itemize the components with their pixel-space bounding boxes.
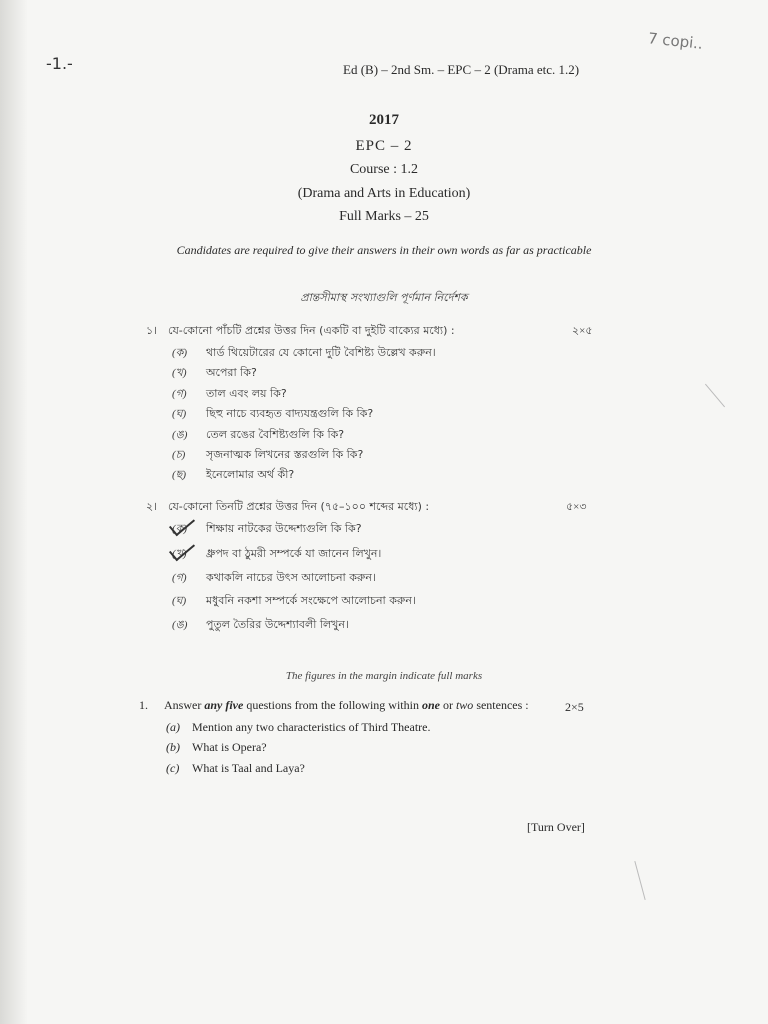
- turn-over-label: [Turn Over]: [527, 820, 585, 834]
- english-q1-marks: 2×5: [565, 700, 584, 714]
- handwritten-corner-note: 7 copi..: [647, 29, 704, 53]
- english-q1-sub: (a) Mention any two characteristics of Third Theatre.: [166, 720, 431, 734]
- exam-year: 2017: [369, 112, 399, 128]
- margin-note: The figures in the margin indicate full marks: [285, 670, 483, 682]
- handwritten-mark: -1.-: [46, 54, 73, 73]
- bengali-q1-sub: (খ) অপেরা কি?: [172, 366, 257, 379]
- bengali-q1-sub: (ক) থার্ড থিয়েটারের যে কোনো দুটি বৈশিষ্ট্য উল্লেখ করুন।: [172, 346, 436, 359]
- question-number: ১।: [146, 324, 158, 337]
- instruction-text: Candidates are required to give their answers in their own words as far as practicable: [176, 243, 592, 257]
- bengali-q2-sub: (ঙ) পুতুল তৈরির উদ্দেশ্যাবলী লিখুন।: [172, 618, 349, 631]
- english-q1-sub: (b) What is Opera?: [166, 740, 267, 754]
- english-q1-number: 1.: [139, 698, 148, 712]
- bengali-q1-sub: (ছ) ইনেলোমার অর্থ কী?: [172, 468, 295, 481]
- bengali-margin-note: প্রান্তসীমাস্থ সংখ্যাগুলি পূর্ণমান নির্দেশক: [300, 291, 468, 304]
- subject-title: (Drama and Arts in Education): [297, 186, 471, 201]
- bengali-q1-sub: (ঘ) ছিহু নাচে ব্যবহৃত বাদ্যযন্ত্রগুলি কি কি?: [172, 407, 374, 420]
- bengali-q2-sub: (গ) কথাকলি নাচের উৎস আলোচনা করুন।: [172, 571, 376, 584]
- full-marks: Full Marks – 25: [339, 209, 429, 224]
- bengali-q2-marks: ৫×৩: [566, 501, 587, 513]
- bengali-q2-sub: (ক) শিক্ষায় নাটকের উদ্দেশ্যগুলি কি কি?: [172, 522, 362, 535]
- scan-scratch: [634, 861, 645, 900]
- scan-scratch: [705, 384, 725, 408]
- bengali-q1-sub: (চ) সৃজনাত্মক লিখনের স্তরগুলি কি কি?: [172, 448, 364, 461]
- english-q1-sub: (c) What is Taal and Laya?: [166, 761, 305, 775]
- bengali-q2-sub: (ঘ) মধুবনি নকশা সম্পর্কে সংক্ষেপে আলোচনা করুন।: [172, 594, 416, 607]
- course-number: Course : 1.2: [349, 162, 419, 177]
- question-text: যে-কোনো তিনটি প্রশ্নের উত্তর দিন (৭৫–১০০ শব্দের মধ্যে) :: [168, 500, 430, 513]
- english-q1-text: Answer any five questions from the following within one or two sentences :: [164, 698, 529, 712]
- paper-code: Ed (B) – 2nd Sm. – EPC – 2 (Drama etc. 1.2): [343, 62, 580, 77]
- paper-name: EPC – 2: [355, 138, 413, 154]
- bengali-q1-marks: ২×৫: [572, 325, 593, 337]
- bengali-q2-sub: (খ) ধ্রুপদ বা ঠুমরী সম্পর্কে যা জানেন লিখুন।: [172, 547, 382, 560]
- bengali-q1-sub: (ঙ) তেল রঙের বৈশিষ্ট্যগুলি কি কি?: [172, 428, 345, 441]
- question-text: যে-কোনো পাঁচটি প্রশ্নের উত্তর দিন (একটি বা দুইটি বাক্যের মধ্যে) :: [168, 324, 455, 337]
- bengali-q1: [146, 322, 455, 341]
- bengali-q1-sub: (গ) তাল এবং লয় কি?: [172, 387, 287, 400]
- question-number: ২।: [146, 500, 158, 513]
